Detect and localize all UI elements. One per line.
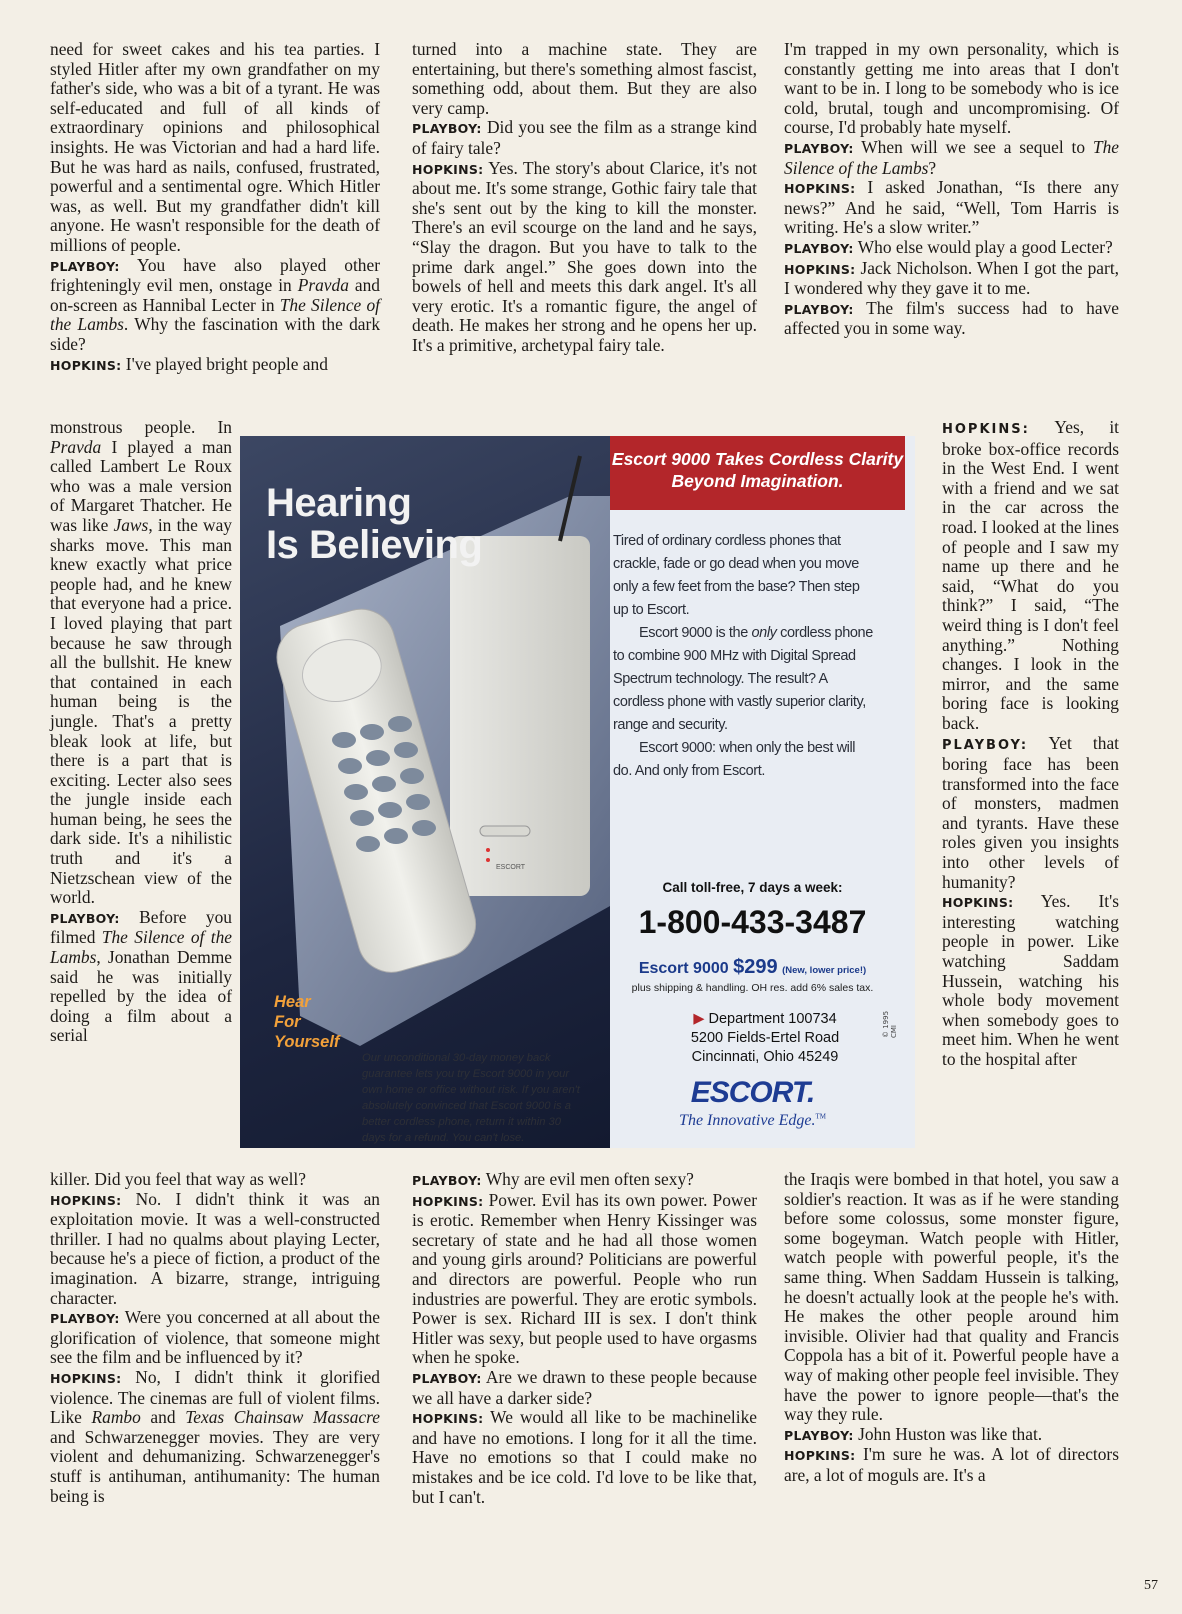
paragraph: HOPKINS: I've played bright people and xyxy=(50,353,328,374)
paragraph: PLAYBOY: You have also played other frighteningly evil men, onstage in Pravda and on-screen as Hannibal Lecter in The Silence of the Lambs. Why the fascination with the dark side? xyxy=(50,254,381,354)
column-1-top xyxy=(50,40,380,375)
paragraph: PLAYBOY: John Huston was like that. xyxy=(784,1423,1043,1444)
ad-image-panel xyxy=(240,436,610,1148)
paragraph: PLAYBOY: Why are evil men often sexy? xyxy=(412,1169,694,1189)
ad-body-copy: Tired of ordinary cordless phones that crackle, fade or go dead when you move only a few feet from the base? Then step up to Escort. Escort 9000 is the only cordless phone to combine 900 MHz with Digital Spread Spectrum technology. The result? A cordless phone with vastly superior clarity, range and security. Escort 9000: when only the best will do. And only from Escort. xyxy=(613,533,873,779)
speaker-label: HOPKINS: xyxy=(50,357,122,373)
speaker-label: PLAYBOY: xyxy=(50,258,120,274)
paragraph: the Iraqis were bombed in that hotel, you saw a soldier's reaction. It was as if he were standing before some colossus, some monster figure, some bogeyman. Watch people with Hitler, watch people with powerful people, it's the same thing. When Saddam Hussein is talking, he doesn't actually look at the people he's with. He makes the other people around him invisible. Olivier had that quality and Francis Coppola has a bit of it. Powerful people have a way of making other people feel invisible. They have the power to ignore people—that's the way they rule. xyxy=(784,1169,1119,1425)
speaker-label: PLAYBOY: xyxy=(784,240,854,256)
ad-headline: Hearing Is Believing xyxy=(266,481,483,567)
column-2-bottom xyxy=(412,1170,757,1507)
paragraph: HOPKINS: No, I didn't think it glorified violence. The cinemas are full of violent films. Like Rambo and Texas Chainsaw Massacre and Schwarzenegger movies. They are very violent and dehumanizing. Schwarzenegger's stuff is antihuman, antihumanity: The human being is xyxy=(50,1366,380,1506)
speaker-label: HOPKINS: xyxy=(412,1193,484,1209)
speaker-label: HOPKINS: xyxy=(784,1448,856,1464)
column-1-narrow xyxy=(50,418,232,1046)
paragraph: HOPKINS: We would all like to be machinelike and have no emotions. I long for it all the time. Have no emotions so that I could make no mistakes and be ice cold. I'd love to be like that, but I can't. xyxy=(412,1407,757,1507)
paragraph: HOPKINS: Yes. The story's about Clarice, it's not about me. It's some strange, Gothic fairy tale that she's sent out by the king to kill the monster. There's an evil scourge on the land and he says, “Slay the dragon. But you have to talk to the prime dark angel.” She goes down into the bowels of hell and meets this dark angel. It's all very erotic. It's a romantic figure, the angel of death. He makes her strong and he opens her up. It's a primitive, archetypal fairy tale. xyxy=(412,157,757,355)
paragraph: PLAYBOY: When will we see a sequel to The Silence of the Lambs? xyxy=(784,136,1119,178)
speaker-label: PLAYBOY: xyxy=(784,140,854,156)
paragraph: PLAYBOY: Did you see the film as a strange kind of fairy tale? xyxy=(412,117,757,158)
price: Escort 9000 $299 (New, lower price!) xyxy=(638,956,867,978)
speaker-label: PLAYBOY: xyxy=(942,737,1029,753)
paragraph: HOPKINS: I'm sure he was. A lot of directors are, a lot of moguls are. It's a xyxy=(784,1444,1119,1485)
speaker-label: HOPKINS: xyxy=(412,1411,484,1427)
arrow-right-icon: ▶ xyxy=(693,1011,705,1027)
column-1-bottom xyxy=(50,1170,380,1506)
speaker-label: PLAYBOY: xyxy=(50,1311,120,1327)
paragraph: need for sweet cakes and his tea parties. I styled Hitler after my own grandfather on my father's side, who was a bit of a tyrant. He was self-educated and full of all kinds of extraordinary opinions and philosophical insights. He was Victorian and had a hard life. But he was hard as nails, confused, frustrated, powerful and a sentimental ogre. Which Hitler was, as well. But my grandfather didn't kill anyone. He wasn't responsible for the death of millions of people. xyxy=(50,39,380,255)
speaker-label: PLAYBOY: xyxy=(784,1427,854,1443)
paragraph: PLAYBOY: Before you filmed The Silence of the Lambs, Jonathan Demme said he was initially repelled by the idea of doing a film about a serial xyxy=(50,906,232,1046)
hear-for-yourself: Hear For Yourself xyxy=(274,993,340,1051)
paragraph: HOPKINS: I asked Jonathan, “Is there any news?” And he said, “Well, Tom Harris is writing. He's a slow writer.” xyxy=(784,177,1119,238)
speaker-label: HOPKINS: xyxy=(50,1370,122,1386)
paragraph: PLAYBOY: Who else would play a good Lecter? xyxy=(784,236,1113,257)
paragraph: HOPKINS: No. I didn't think it was an exploitation movie. It was a well-constructed thriller. I had no qualms about playing Lecter, because he's a piece of fiction, a product of the imagination. A bizarre, strange, intriguing character. xyxy=(50,1188,380,1308)
speaker-label: HOPKINS: xyxy=(784,181,856,197)
speaker-label: PLAYBOY: xyxy=(412,1370,482,1386)
paragraph: HOPKINS: Yes. It's interesting watching people in power. Like watching Saddam Hussein, watching his whole body movement when somebody goes to meet him. When he went to the hospital after xyxy=(942,891,1119,1069)
speaker-label: HOPKINS: xyxy=(50,1192,122,1208)
column-2-top xyxy=(412,40,757,356)
speaker-label: HOPKINS: xyxy=(784,261,856,277)
paragraph: turned into a machine state. They are entertaining, but there's something almost fascist, something odd, about them. But they are also very camp. xyxy=(412,39,757,118)
phone-number: 1-800-433-3487 xyxy=(638,904,867,940)
paragraph: HOPKINS: Yes, it broke box-office records in the West End. I went with a friend and we sat in the car across the road. I looked at the lines of people and I saw my name up there and he said, “What do you think?” I said, “The weird thing is I don't feel anything.” Nothing changes. I look in the mirror, and the same boring face is looking back. xyxy=(942,417,1119,733)
mailing-address: ▶ Department 100734 5200 Fields-Ertel Road Cincinnati, Ohio 45249 xyxy=(690,1011,840,1065)
paragraph: PLAYBOY: Are we drawn to these people because we all have a darker side? xyxy=(412,1366,757,1408)
speaker-label: PLAYBOY: xyxy=(412,121,482,137)
copyright-note: © 1995 CMI xyxy=(882,1010,898,1038)
page-number: 57 xyxy=(1144,1578,1158,1593)
paragraph: I'm trapped in my own personality, which is constantly getting me into areas that I don't want to be in. I long to be somebody who is ice cold, brutal, tough and uncompromising. Of course, I'd probably hate myself. xyxy=(784,39,1119,138)
escort-logo: ESCORT. xyxy=(690,1076,815,1109)
paragraph: HOPKINS: Power. Evil has its own power. Power is erotic. Remember when Henry Kissinger was secretary of state and he had all those women and young girls around? Politicians are powerful and directors are powerful. People who run industries are powerful. They are erotic symbols. Power is sex. Richard III is sex. I don't think Hitler was sexy, but people used to have orgasms when he spoke. xyxy=(412,1189,757,1368)
speaker-label: PLAYBOY: xyxy=(784,301,854,317)
call-label: Call toll-free, 7 days a week: xyxy=(662,880,843,895)
speaker-label: PLAYBOY: xyxy=(50,910,120,926)
shipping-note: plus shipping & handling. OH res. add 6% sales tax. xyxy=(631,982,874,994)
speaker-label: HOPKINS: xyxy=(942,895,1014,911)
column-3-bottom xyxy=(784,1170,1119,1486)
column-3-narrow xyxy=(942,418,1119,1070)
tagline: The Innovative Edge.™ xyxy=(679,1112,826,1129)
paragraph: PLAYBOY: Yet that boring face has been transformed into the face of monsters, madmen and tyrants. Have these roles given you insights into other levels of humanity? xyxy=(942,732,1119,892)
paragraph: HOPKINS: Jack Nicholson. When I got the part, I wondered why they gave it to me. xyxy=(784,257,1119,299)
paragraph: PLAYBOY: The film's success had to have affected you in some way. xyxy=(784,297,1119,339)
escort-advertisement xyxy=(240,436,915,1148)
paragraph: killer. Did you feel that way as well? xyxy=(50,1169,306,1189)
device-brand-label: ESCORT xyxy=(496,864,526,871)
paragraph: PLAYBOY: Were you concerned at all about the glorification of violence, that someone might see the film and be influenced by it? xyxy=(50,1307,380,1368)
column-3-top xyxy=(784,40,1119,339)
paragraph: monstrous people. In Pravda I played a man called Lambert Le Roux who was a male version of Margaret Thatcher. He was like Jaws, in the way sharks move. This man knew exactly what price people had, and he knew that everyone had a price. I loved playing that part because he saw through all the bullshit. He knew that contained in each human being is the jungle. That's a pretty bleak look at life, but there is a part that is exciting. Lecter also sees the jungle inside each human being, he sees the dark side. It's a nihilistic truth and it's a Nietzschean view of the world. xyxy=(50,417,232,908)
speaker-label: HOPKINS: xyxy=(942,422,1030,437)
speaker-label: HOPKINS: xyxy=(412,161,484,177)
guarantee-note: Our unconditional 30-day money back guarantee lets you try Escort 9000 in your own home or office without risk. If you aren't absolutely convinced that Escort 9000 is a better cordless phone, return it within 30 days for a refund. You can't lose. xyxy=(362,1052,580,1144)
ad-banner: Escort 9000 Takes Cordless Clarity Beyond Imagination. xyxy=(610,436,905,510)
speaker-label: PLAYBOY: xyxy=(412,1173,482,1188)
